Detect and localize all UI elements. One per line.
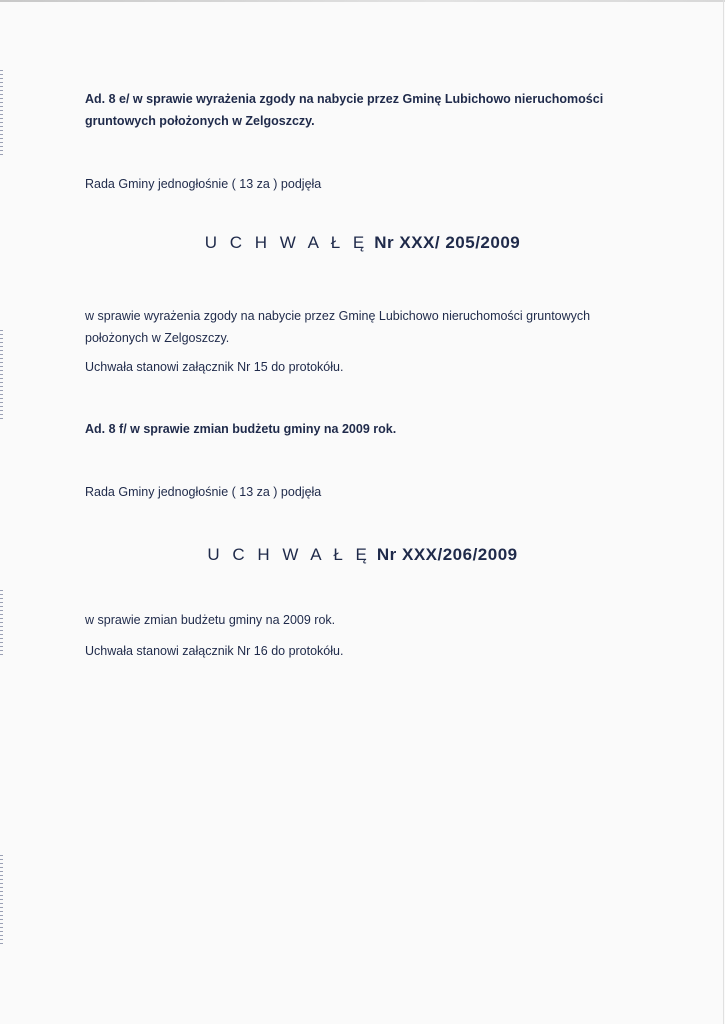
- resolution-word: U C H W A Ł Ę: [207, 545, 371, 564]
- resolution-word: U C H W A Ł Ę: [204, 233, 369, 252]
- punch-hole-marks: [0, 330, 6, 422]
- scan-top-edge: [0, 0, 725, 2]
- vote-statement: Rada Gminy jednogłośnie ( 13 za ) podjęła: [85, 485, 322, 499]
- resolution-number: Nr XXX/ 205/2009: [374, 233, 521, 252]
- punch-hole-marks: [0, 70, 6, 158]
- resolution-title: [0, 545, 725, 565]
- agenda-item-heading: Ad. 8 f/ w sprawie zmian budżetu gminy na 2009 rok.: [85, 422, 397, 436]
- resolution-subject: w sprawie wyrażenia zgody na nabycie przez Gminę Lubichowo nieruchomości gruntowych położonych w Zelgoszczy.: [85, 309, 591, 345]
- attachment-note: Uchwała stanowi załącznik Nr 15 do protokółu.: [85, 360, 344, 374]
- vote-statement: Rada Gminy jednogłośnie ( 13 za ) podjęła: [85, 177, 322, 191]
- resolution-subject: w sprawie zmian budżetu gminy na 2009 rok.: [85, 613, 336, 627]
- agenda-item-heading: Ad. 8 e/ w sprawie wyrażenia zgody na nabycie przez Gminę Lubichowo nieruchomości gruntowych położonych w Zelgoszczy.: [85, 92, 604, 128]
- scan-right-edge: [723, 0, 724, 1024]
- punch-hole-marks: [0, 855, 6, 947]
- resolution-title: [0, 233, 725, 253]
- resolution-number: Nr XXX/206/2009: [376, 545, 518, 564]
- punch-hole-marks: [0, 590, 6, 658]
- attachment-note: Uchwała stanowi załącznik Nr 16 do protokółu.: [85, 644, 344, 658]
